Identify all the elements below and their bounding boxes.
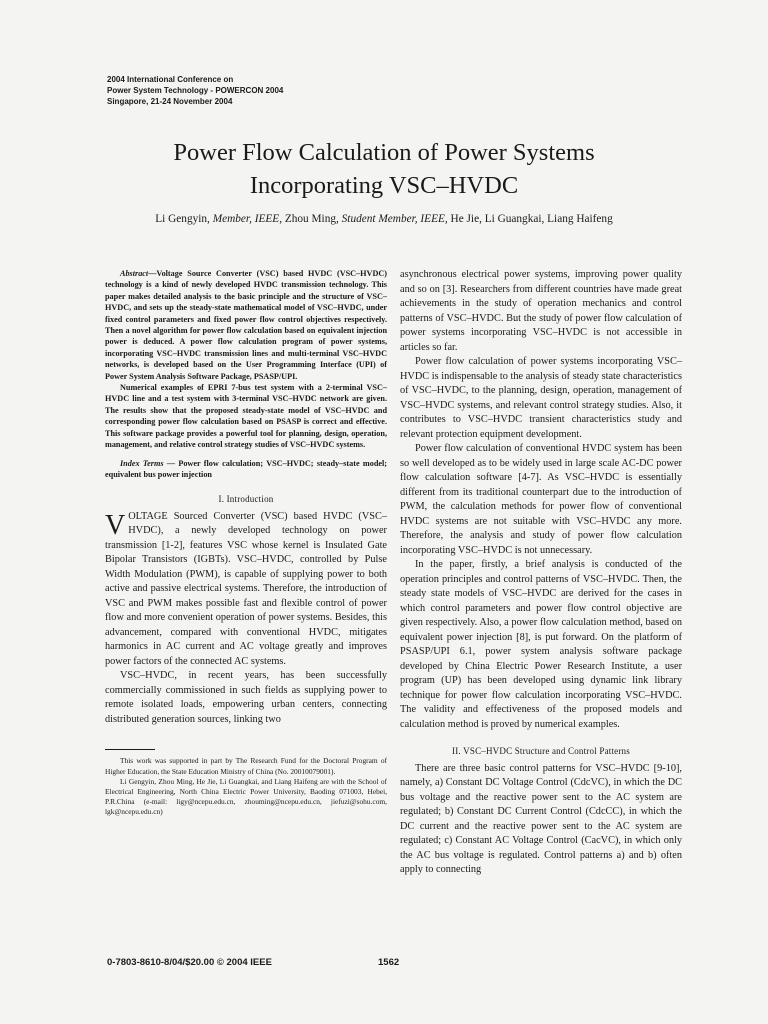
page-number: 1562 xyxy=(378,957,400,968)
body-paragraph: There are three basic control patterns for VSC–HVDC [9-10], namely, a) Constant DC Voltage Control (CdcVC), in which the DC bus voltage and the reactive power sent to the AC system are regulated; b) Constant DC Current Control (CdcCC), in which the DC current and the reactive power sent to the AC system are regulated; c) Constant AC Voltage Control (CacVC), in which only the AC bus voltage is regulated. Control patterns a) and b) often apply to connecting xyxy=(400,762,682,875)
copyright-footer: 0-7803-8610-8/04/$20.00 © 2004 IEEE xyxy=(107,957,272,968)
body-paragraph: In the paper, firstly, a brief analysis is conducted of the operation principles and control patterns of VSC–HVDC. Then, the steady state models of VSC–HVDC are derived for the cases in which control parameters and power flow control objective are given respectively. Also, a power flow calculation method, based on equivalent power injection [8], is put forward. On the platform of PSASP/UPI 6.1, power system analysis software package developed by China Electric Power Research Institute, a user program (UP) has been developed using dynamic link library technique for power flow calculation incorporating VSC–HVDC. The validity and effectiveness of the proposed models and calculation method is proved by numerical examples. xyxy=(400,559,682,730)
paper-title xyxy=(0,136,768,202)
conference-line: Power System Technology - POWERCON 2004 xyxy=(107,86,284,95)
index-terms-label: Index Terms xyxy=(120,458,164,468)
abstract-paragraph: Numerical examples of EPRI 7-bus test system with a 2-terminal VSC–HVDC line and a test system with 3-terminal VSC–HVDC network are given. The results show that the proposed steady-state model of VSC–HVDC and corresponding power flow calculation based on PSASP is correct and effective. This software package provides a powerful tool for planning, design, operation, management, and relative control strategy studies of VSC–HVDC systems. xyxy=(105,383,387,450)
left-column xyxy=(105,268,387,818)
author-names: He Jie, Li Guangkai, Liang Haifeng xyxy=(450,213,613,225)
right-column xyxy=(400,268,682,878)
author-list xyxy=(0,213,768,225)
body-paragraph: Power flow calculation of conventional HVDC system has been so well developed as to be widely used in large scale AC-DC power flow calculation software [4-7]. As VSC–HVDC is essentially different from its traditional counterpart due to the introduction of PWM, the calculation methods for power flow of conventional HVDC systems are not suitable with VSC–HVDC any more. Therefore, the analysis and study of power flow calculation incorporating VSC–HVDC is not unnecessary. xyxy=(400,443,682,556)
author-role: Student Member, IEEE, xyxy=(341,213,448,225)
index-terms-text: — Power flow calculation; VSC–HVDC; steady–state model; equivalent bus power injection xyxy=(105,458,388,479)
conference-header xyxy=(107,74,283,107)
title-line: Incorporating VSC–HVDC xyxy=(249,172,519,199)
footnote: This work was supported in part by The Research Fund for the Doctoral Program of Higher Education, the State Education Ministry of China (No. 20010079001). xyxy=(105,756,387,776)
author-name: Zhou Ming, xyxy=(284,213,339,225)
conference-line: Singapore, 21-24 November 2004 xyxy=(107,97,233,106)
abstract-label: Abstract xyxy=(120,269,149,278)
drop-cap: V xyxy=(105,509,126,541)
body-paragraph: asynchronous electrical power systems, improving power quality and so on [3]. Researchers from different countries have made great achievements in the study of operation mechanics and control patterns of VSC–HVDC. But the study of power flow calculation of power systems incorporating VSC–HVDC is not accessible in articles so far. xyxy=(400,269,682,353)
conference-line: 2004 International Conference on xyxy=(107,75,234,84)
author-role: Member, IEEE, xyxy=(212,213,283,225)
title-line: Power Flow Calculation of Power Systems xyxy=(173,139,595,166)
author-name: Li Gengyin, xyxy=(155,213,210,225)
intro-paragraph: VSC–HVDC, in recent years, has been successfully commercially commissioned in such fields as supplying power to remote isolated loads, empowering urban centers, connecting distributed generation sources, linking two xyxy=(105,670,387,725)
abstract-paragraph xyxy=(105,268,387,382)
abstract-text: —Voltage Source Converter (VSC) based HVDC (VSC–HVDC) technology is a kind of newly developed HVDC transmission technology. This paper makes detailed analysis to the basic principle and the structure of VSC–HVDC, and sets up the steady-state mathematical model of VSC–HVDC, under fixed control parameters and fixed power flow control objectives respectively. Then a novel algorithm for power flow calculation based on equivalent injection power is deduced. A power flow calculation program of power systems, incorporating VSC–HVDC transmission lines and multi-terminal VSC–HVDC networks, is developed based on the User Programming Interface (UPI) of Power System Analysis Software Package, PSASP/UPI. xyxy=(105,269,387,381)
footnote-rule xyxy=(105,749,155,750)
body-paragraph: Power flow calculation of power systems incorporating VSC–HVDC is indispensable to the analysis of steady state characteristics of VSC–HVDC, to the planning, design, operation, management of VSC–HVDC systems, and relevant control strategy studies. Also, it contributes to VSC–HVDC transient characteristics study and relevant protection equipment development. xyxy=(400,356,682,440)
section-heading: I. Introduction xyxy=(218,494,274,505)
intro-paragraph xyxy=(105,510,387,670)
index-terms xyxy=(105,458,387,481)
section-heading: II. VSC–HVDC Structure and Control Patterns xyxy=(452,746,630,756)
footnote: Li Gengyin, Zhou Ming, He Jie, Li Guangkai, and Liang Haifeng are with the School of Electrical Engineering, North China Electric Power University, Baoding 071003, Hebei, P.R.China (e-mail: ligy@ncepu.edu.cn, zhouming@ncepu.edu.cn, jiefuzi@sohu.com, lgk@ncepu.edu.cn) xyxy=(105,776,387,817)
intro-text: OLTAGE Sourced Converter (VSC) based HVDC (VSC–HVDC), a newly developed technology on power transmission [1-2], features VSC whose kernel is Insulated Gate Bipolar Transistors (IGBTs). VSC–HVDC, controlled by Pulse Width Modulation (PWM), is capable of supplying power to both active and passive electrical systems. Therefore, the introduction of VSC and PWM makes possible fast and flexible control of power flow and more convenient operation of power systems. Besides, this advancement, compared with conventional HVDC, mitigates harmonics in AC current and AC voltage greatly and improves power factors of the connected AC systems. xyxy=(105,510,387,667)
